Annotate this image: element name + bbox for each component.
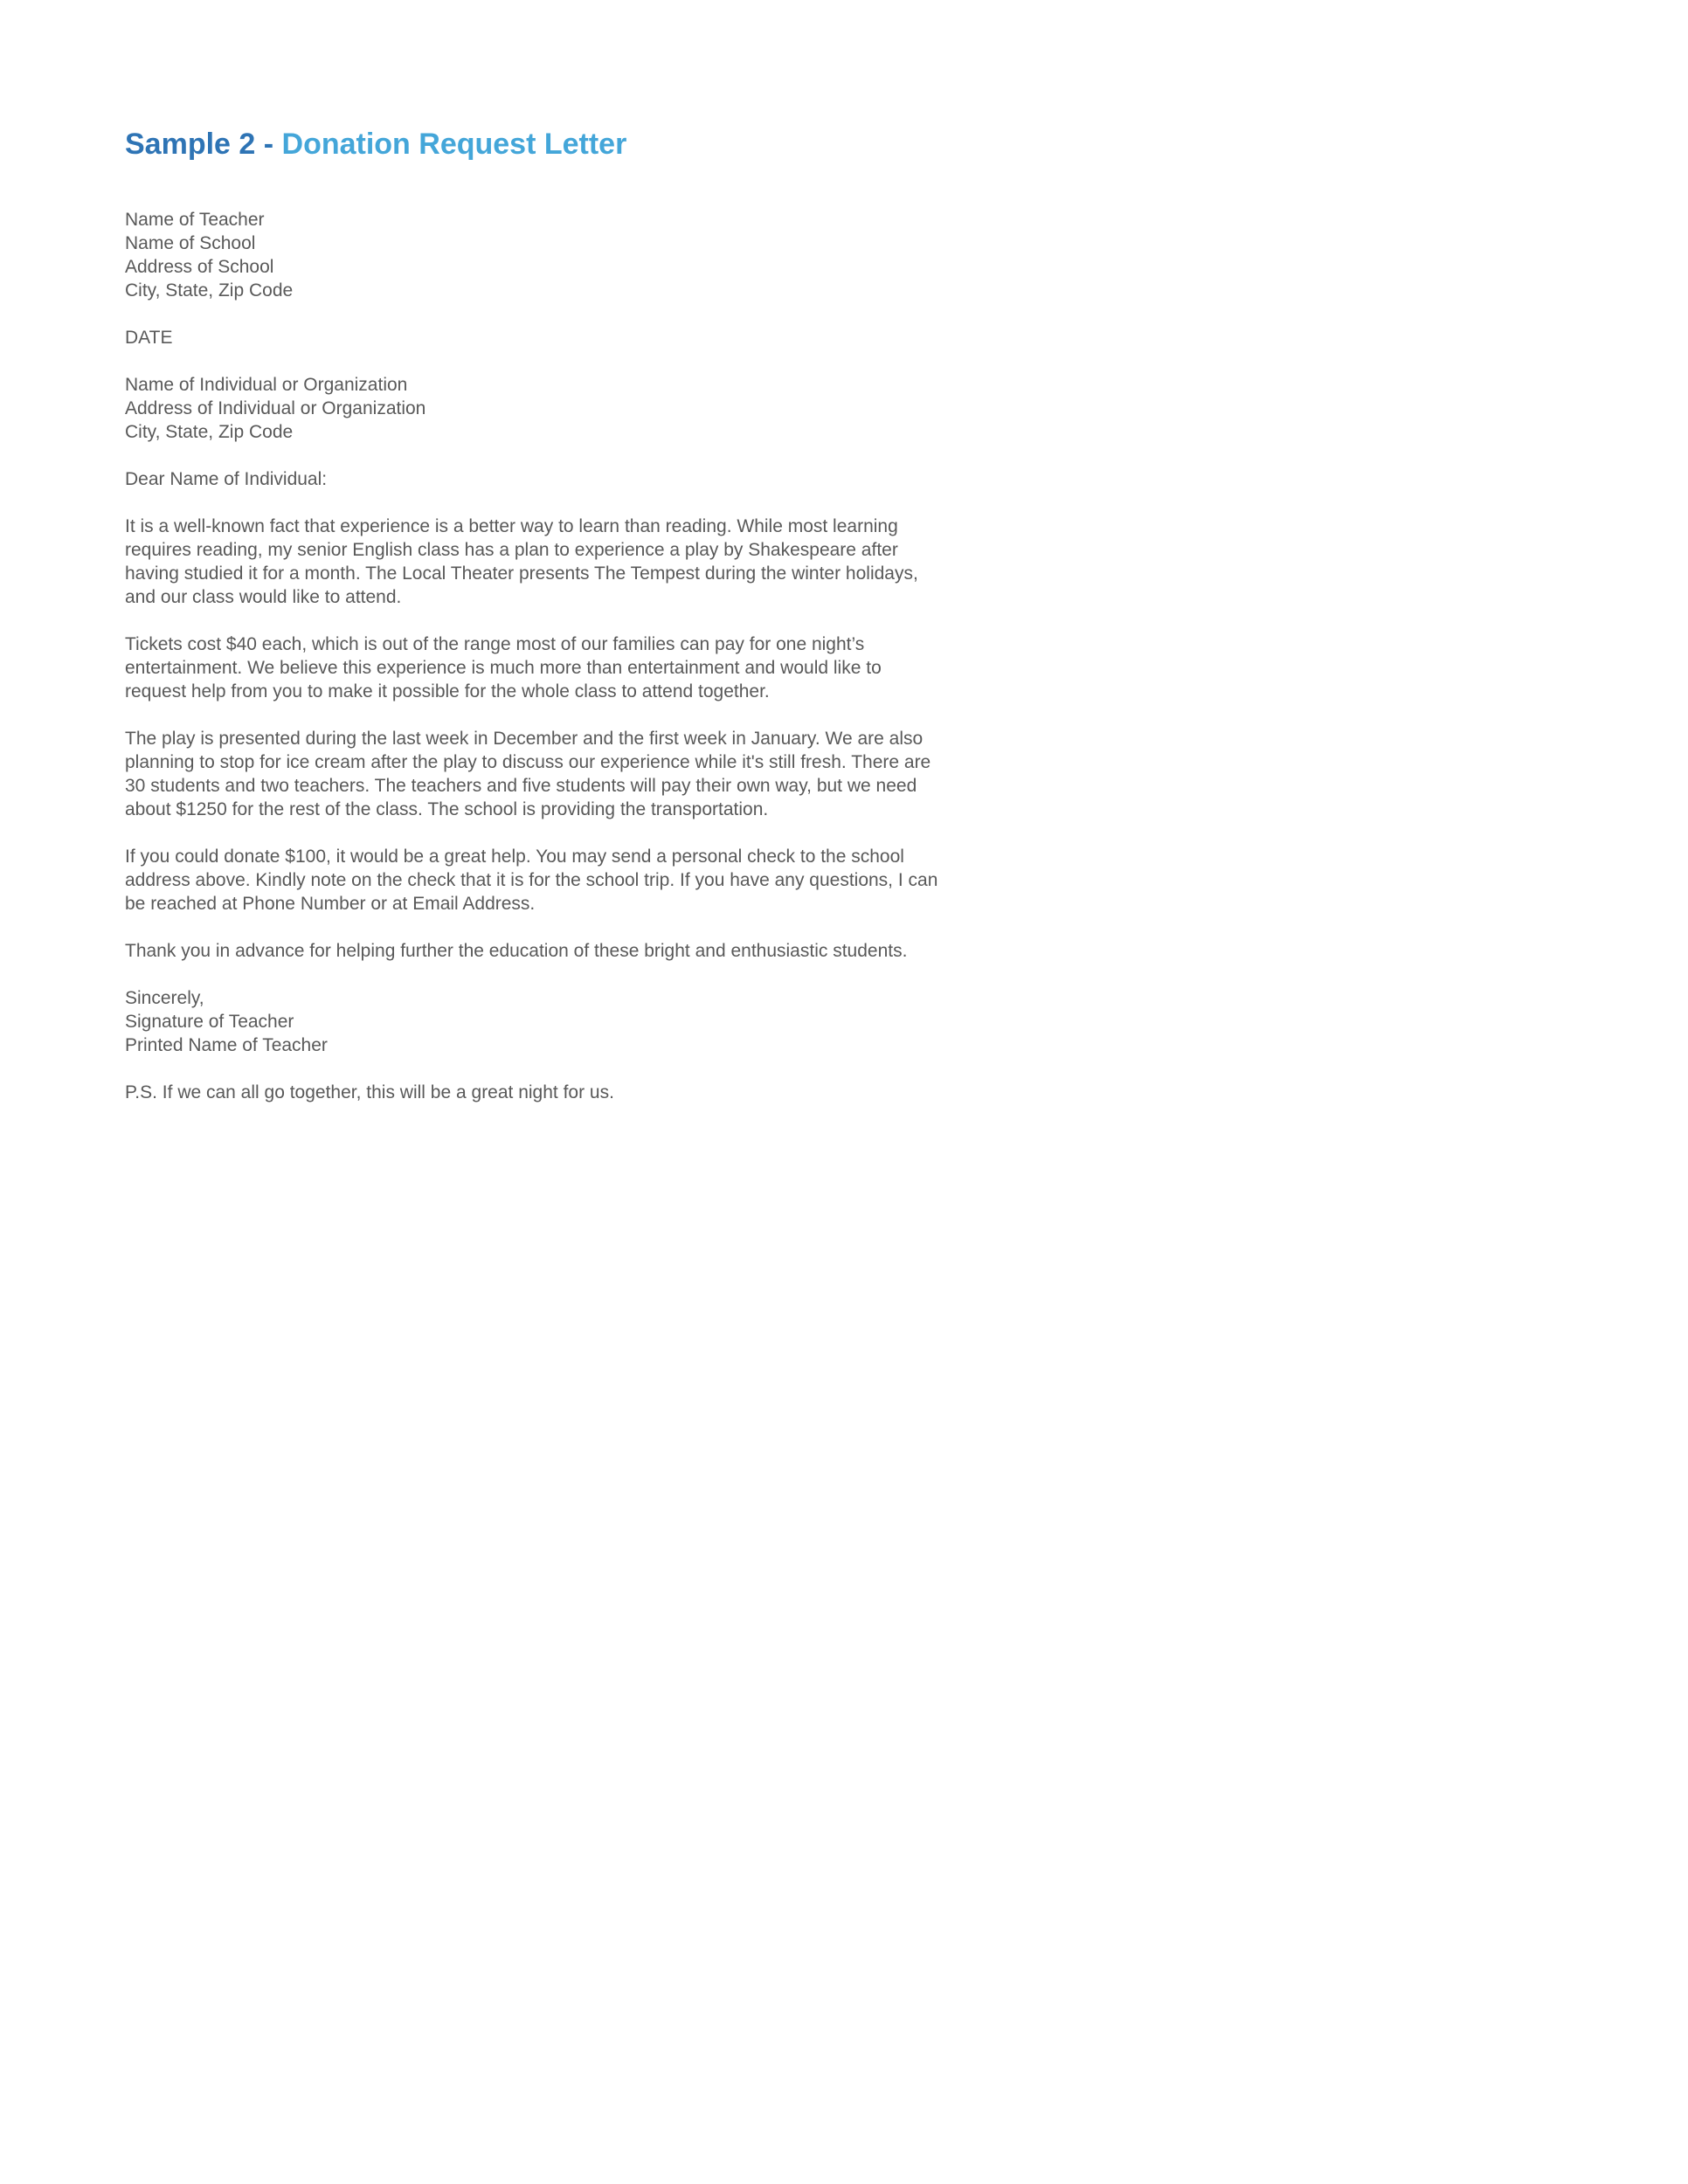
body-paragraph-4: If you could donate $100, it would be a great help. You may send a personal check to the school address above. Kindly note on the check that it is for the school trip. If you have any questions, I can be reached at Phone Number or at Email Address.: [125, 846, 938, 914]
letter-content: [125, 127, 942, 1104]
recipient-address-block: [125, 373, 942, 444]
closing-signature-line: Signature of Teacher: [125, 1011, 294, 1032]
closing-sincerely-line: Sincerely,: [125, 987, 204, 1008]
body-paragraph-1: It is a well-known fact that experience is a better way to learn than reading. While most learning requires reading, my senior English class has a plan to experience a play by Shakespeare after having studied it for a month. The Local Theater presents The Tempest during the winter holidays, and our class would like to attend.: [125, 515, 918, 607]
sender-name-line: Name of Teacher: [125, 209, 265, 230]
recipient-city-line: City, State, Zip Code: [125, 421, 294, 442]
postscript-line: P.S. If we can all go together, this will be a great night for us.: [125, 1082, 614, 1102]
title-letter-name: Donation Request Letter: [281, 128, 627, 161]
body-paragraph-3: The play is presented during the last week in December and the first week in January. We are also planning to stop for ice cream after the play to discuss our experience while it's still fresh. There are 30 students and two teachers. The teachers and five students will pay their own way, but we need about $1250 for the rest of the class. The school is providing the transportation.: [125, 728, 931, 819]
sender-address-line: Address of School: [125, 256, 274, 277]
document-title: [125, 127, 942, 162]
date-line: DATE: [125, 327, 173, 348]
recipient-name-line: Name of Individual or Organization: [125, 374, 408, 395]
body-paragraph-2: Tickets cost $40 each, which is out of the range most of our families can pay for one night’s entertainment. We believe this experience is much more than entertainment and would like to request help from you to make it possible for the whole class to attend together.: [125, 633, 882, 702]
date-block: [125, 326, 942, 349]
salutation-line: Dear Name of Individual:: [125, 468, 328, 489]
title-sample-label: Sample 2 -: [125, 128, 282, 161]
closing-printed-name-line: Printed Name of Teacher: [125, 1034, 328, 1055]
closing-block: [125, 986, 942, 1057]
sender-school-line: Name of School: [125, 232, 256, 253]
sender-city-line: City, State, Zip Code: [125, 280, 294, 301]
sender-address-block: [125, 208, 942, 302]
salutation-block: [125, 467, 942, 491]
body-paragraph-5: Thank you in advance for helping further the education of these bright and enthusiastic students.: [125, 940, 908, 961]
recipient-address-line: Address of Individual or Organization: [125, 397, 426, 418]
postscript-block: [125, 1081, 942, 1104]
